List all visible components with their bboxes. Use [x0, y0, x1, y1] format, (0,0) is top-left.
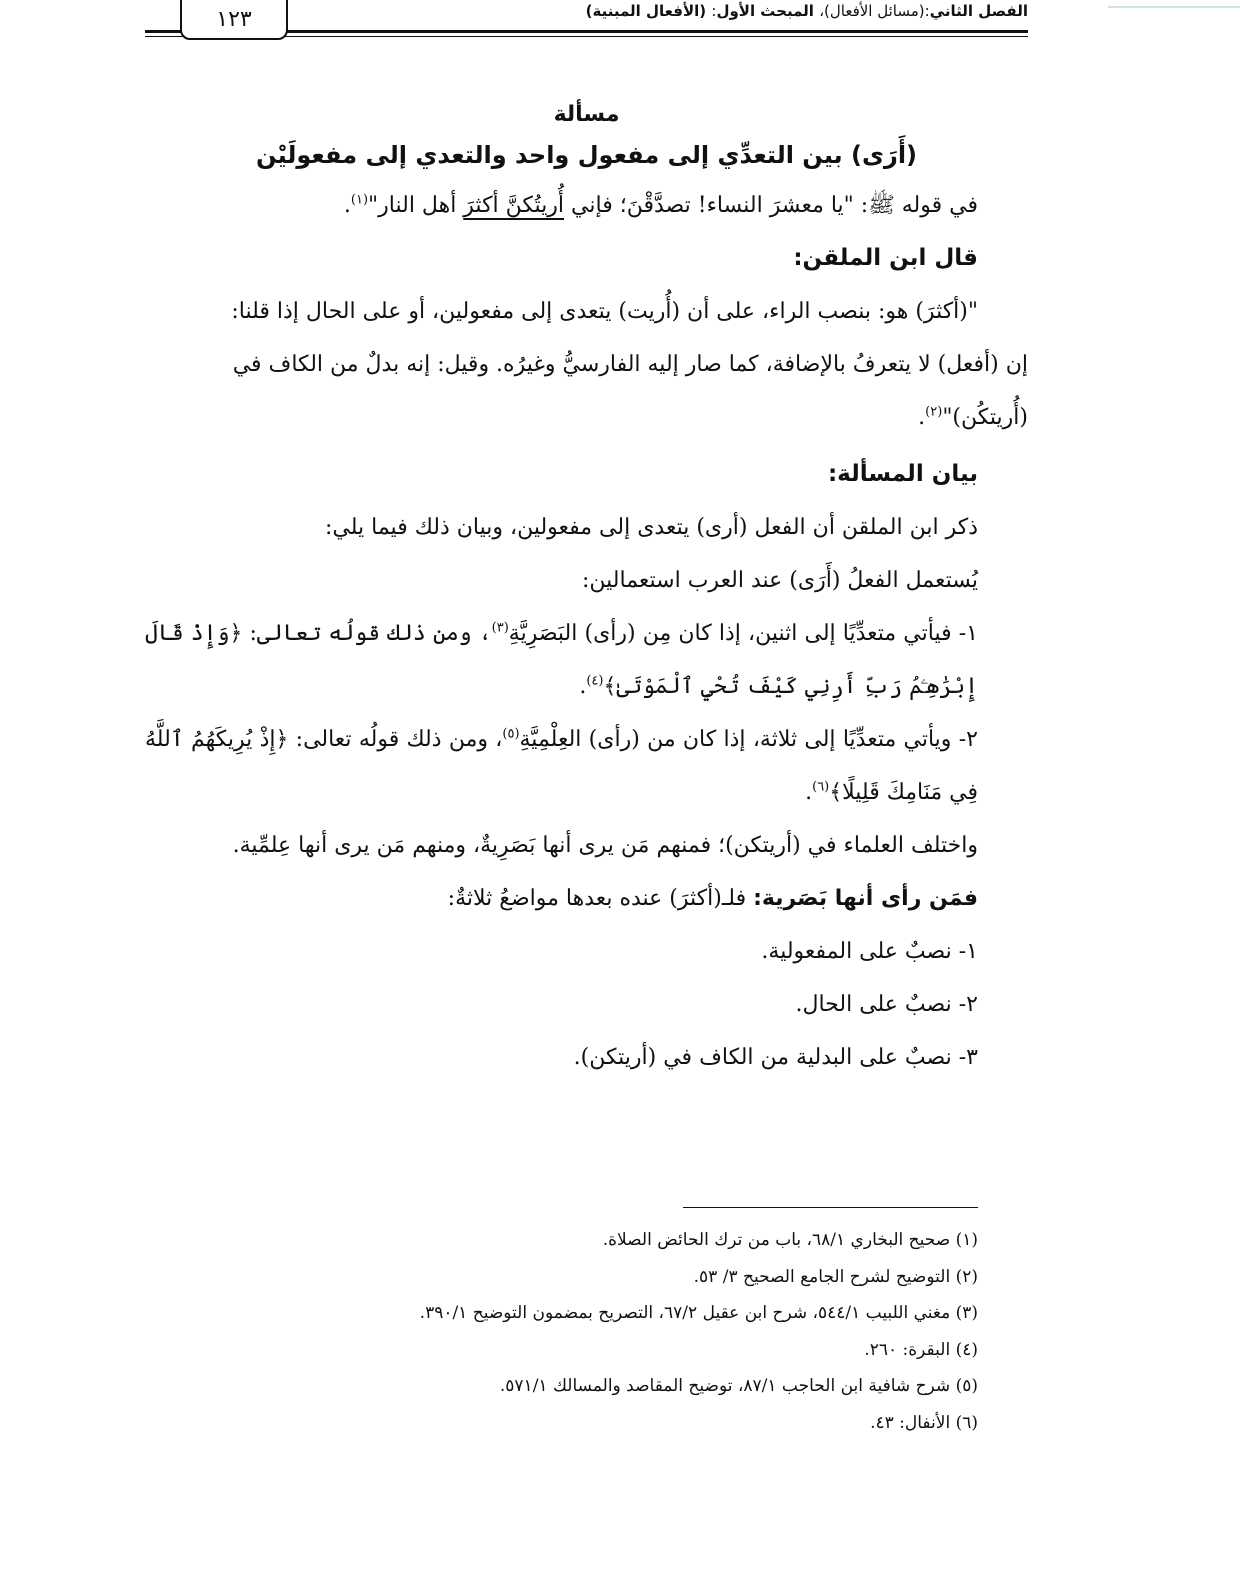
- position-item-1: ١- نصبٌ على المفعولية.: [761, 939, 978, 964]
- usage-item-2-text: ٢- ويأتي متعدِّيًا إلى ثلاثة، إذا كان من (رأى) العِلْمِيَّةِ: [519, 727, 978, 752]
- page-title: مسألة: [553, 102, 620, 127]
- footnote-2: (٢) التوضيح لشرح الجامع الصحيح ٣/ ٥٣.: [693, 1266, 978, 1287]
- quote-heading: قال ابن الملقن:: [793, 245, 978, 271]
- usage-item-1-end: .: [579, 674, 587, 699]
- footnote-separator: [683, 1207, 978, 1208]
- footnote-1: (١) صحيح البخاري ٦٨/١، باب من ترك الحائض الصلاة.: [602, 1230, 978, 1250]
- corner-mark: [1108, 0, 1240, 8]
- footnote-6: (٦) الأنفال: ٤٣.: [870, 1412, 978, 1433]
- footnote-5: (٥) شرح شافية ابن الحاجب ٨٧/١، توضيح المقاصد والمسالك ٥٧١/١.: [499, 1376, 978, 1396]
- paragraph-3: واختلف العلماء في (أريتكن)؛ فمنهم مَن يرى أنها بَصَرِيةٌ، ومنهم مَن يرى أنها عِلمِّية.: [232, 833, 978, 858]
- usage-item-1-text: ١- فيأتي متعدِّيًا إلى اثنين، إذا كان مِن (رأى) البَصَرِيَّةِ: [508, 621, 978, 646]
- basariya-bold: فمَن رأى أنها بَصَرية:: [753, 886, 978, 911]
- basariya-paragraph: [145, 872, 1028, 925]
- bayan-heading: بيان المسألة:: [827, 461, 978, 487]
- footnote-ref-1: (١): [350, 192, 369, 208]
- footnote-ref-2: (٢): [925, 404, 943, 420]
- basariya-rest: فلـ(أكثرَ) عنده بعدها مواضعُ ثلاثةٌ:: [447, 886, 754, 911]
- hadith-end: .: [343, 193, 351, 218]
- page-subtitle: (أَرَى) بين التعدِّي إلى مفعول واحد والتعدي إلى مفعولَيْن: [255, 141, 918, 169]
- running-head-subsection: (الأفعال المبنية): [585, 2, 707, 20]
- paragraph-1: ذكر ابن الملقن أن الفعل (أرى) يتعدى إلى مفعولين، وبيان ذلك فيما يلي:: [324, 515, 978, 540]
- running-head-colon: :: [711, 2, 717, 20]
- hadith-paragraph: [145, 179, 1028, 232]
- quote-line-3-text: (أُريتكُن)": [942, 405, 1028, 430]
- usage-item-2-end: .: [805, 780, 813, 805]
- hadith-rest: أهل النار": [368, 193, 464, 218]
- page-number: ١٢٣: [180, 0, 288, 40]
- quote-line-2: إن (أفعل) لا يتعرفُ بالإضافة، كما صار إليه الفارسيُّ وغيرُه. وقيل: إنه بدلٌ من الكاف في: [232, 352, 1028, 377]
- running-head-chapter: الفصل الثاني: [929, 2, 1028, 20]
- footnote-4: (٤) البقرة: ٢٦٠.: [864, 1339, 978, 1360]
- usage-item-1-verse: ، ومن ذلك قولُه تعالى: ﴿وَإِذْ قَالَ إِبْرَٰهِـۧمُ رَبِّ أَرِنِي كَيْفَ تُحْيِ ٱلْمَوْتَىٰ﴾: [145, 621, 978, 699]
- usage-item-1: [145, 607, 1028, 713]
- position-item-3: ٣- نصبٌ على البدلية من الكاف في (أريتكن).: [573, 1045, 978, 1070]
- footnote-ref-5: (٥): [502, 726, 520, 742]
- footnotes: [145, 1222, 1028, 1441]
- footnote-ref-4: (٤): [586, 673, 604, 689]
- position-item-2: ٢- نصبٌ على الحال.: [795, 992, 978, 1017]
- running-head: [586, 2, 1028, 20]
- quote-end: .: [918, 405, 926, 430]
- main-content: [145, 92, 1028, 1084]
- page-header: [145, 0, 1028, 42]
- running-head-chapter-paren: :(مسائل الأفعال)،: [819, 2, 930, 20]
- hadith-intro: في قوله ﷺ: "يا معشرَ النساء! تصدَّقْنَ؛ فإني: [564, 193, 978, 218]
- hadith-underlined: أُريتُكنَّ أكثرَ: [463, 193, 565, 218]
- footnote-ref-6: (٦): [812, 779, 830, 795]
- footnote-3: (٣) مغني اللبيب ٥٤٤/١، شرح ابن عقيل ٦٧/٢، التصريح بمضمون التوضيح ٣٩٠/١.: [419, 1303, 978, 1323]
- quote-line-1: "(أكثرَ) هو: بنصب الراء، على أن (أُريت) يتعدى إلى مفعولين، أو على الحال إذا قلنا:: [231, 299, 978, 324]
- quote-line-3: [145, 391, 1028, 444]
- usage-item-2: [145, 713, 1028, 819]
- paragraph-2: يُستعمل الفعلُ (أَرَى) عند العرب استعمالين:: [582, 568, 978, 593]
- footnote-ref-3: (٣): [491, 620, 509, 636]
- usage-item-2-verse: ، ومن ذلك قولُه تعالى: ﴿إِذْ يُرِيكَهُمُ ٱللَّهُ فِي مَنَامِكَ قَلِيلًا﴾: [145, 727, 978, 805]
- running-head-section: المبحث الأول: [716, 2, 814, 20]
